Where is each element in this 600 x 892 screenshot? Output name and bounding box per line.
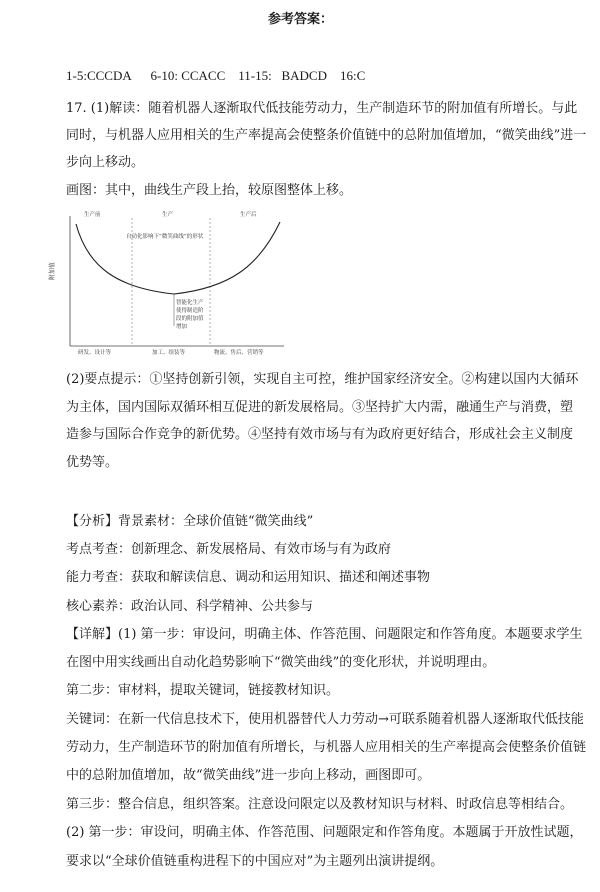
- q17-draw-instruction: 画图：其中，曲线生产段上抬，较原图整体上移。: [66, 183, 353, 198]
- q17-part2-line: 为主体，国内国际双循环相互促进的新发展格局。③坚持扩大内需，融通生产与消费，塑: [66, 400, 574, 415]
- q17-part2-line: 造参与国际合作竞争的新优势。④坚持有效市场与有为政府更好结合，形成社会主义制度: [66, 427, 574, 442]
- top-label-post: 生产后: [240, 212, 257, 218]
- annotation-line: 段的附加值: [176, 316, 204, 322]
- analysis-line: 能力考查：获取和解读信息、调动和运用知识、描述和阐述事物: [66, 570, 431, 585]
- page-title: 参考答案：: [268, 12, 334, 27]
- analysis-line: 中的总附加值增加，故“微笑曲线”进一步向上移动，画图即可。: [66, 768, 431, 783]
- analysis-line: 【详解】(1) 第一步：审设问，明确主体、作答范围、问题限定和作答角度。本题要求学生: [66, 627, 583, 642]
- bottom-label-rd: 研发、设计等: [78, 350, 112, 356]
- analysis-line: 劳动力，生产制造环节的附加值有所增长，与机器人应用相关的生产率提高会使整条价值链: [66, 740, 587, 755]
- analysis-line: 要求以“全球价值链重构进程下的中国应对”为主题列出演讲提纲。: [66, 854, 444, 869]
- y-axis-label: 附加值: [49, 261, 56, 280]
- bottom-label-logistics: 物流、售后、营销等: [214, 350, 264, 356]
- q17-part2-line: (2)要点提示：①坚持创新引领，实现自主可控，维护国家经济安全。②构建以国内大循环: [66, 372, 579, 387]
- analysis-line: 第二步：审材料，提取关键词，链接教材知识。: [66, 683, 340, 698]
- analysis-line: 【分析】背景素材：全球价值链“微笑曲线”: [66, 514, 314, 529]
- top-label-pre: 生产前: [84, 212, 101, 218]
- smile-curve: [76, 222, 280, 294]
- q17-part1-line: 17. (1)解读：随着机器人逐渐取代低技能劳动力，生产制造环节的附加值有所增长。与此: [66, 101, 578, 116]
- bottom-label-assembly: 加工、组装等: [152, 350, 186, 356]
- analysis-line: 考点考查：创新理念、新发展格局、有效市场与有为政府: [66, 542, 392, 557]
- analysis-line: 在图中用实线画出自动化趋势影响下“微笑曲线”的变化形状，并说明理由。: [66, 655, 496, 670]
- analysis-line: 关键词：在新一代信息技术下，使用机器替代人力劳动→可联系随着机器人逐渐取代低技能: [66, 712, 584, 727]
- smile-curve-figure: [48, 208, 288, 358]
- q17-part2-line: 优势等。: [66, 455, 119, 470]
- analysis-line: 第三步：整合信息，组织答案。注意设问限定以及教材知识与材料、时政信息等相结合。: [66, 797, 574, 812]
- annotation-line: 增加: [176, 324, 188, 330]
- analysis-line: 核心素养：政治认同、科学精神、公共参与: [66, 599, 314, 614]
- answer-key-line: 1-5:CCCDA 6-10: CCACC 11-15: BADCD 16:C: [66, 68, 366, 83]
- figure-caption: 自动化影响下“微笑曲线”的形状: [126, 234, 204, 240]
- annotation-line: 智能化生产: [176, 300, 204, 306]
- q17-part1-line: 同时，与机器人应用相关的生产率提高会使整条价值链中的总附加值增加，“微笑曲线”进一: [66, 128, 587, 143]
- analysis-line: (2) 第一步：审设问，明确主体、作答范围、问题限定和作答角度。本题属于开放性试题，: [66, 825, 583, 840]
- top-label-prod: 生产: [162, 212, 174, 218]
- annotation-line: 使得制造阶: [176, 308, 204, 314]
- q17-part1-line: 步向上移动。: [66, 155, 145, 170]
